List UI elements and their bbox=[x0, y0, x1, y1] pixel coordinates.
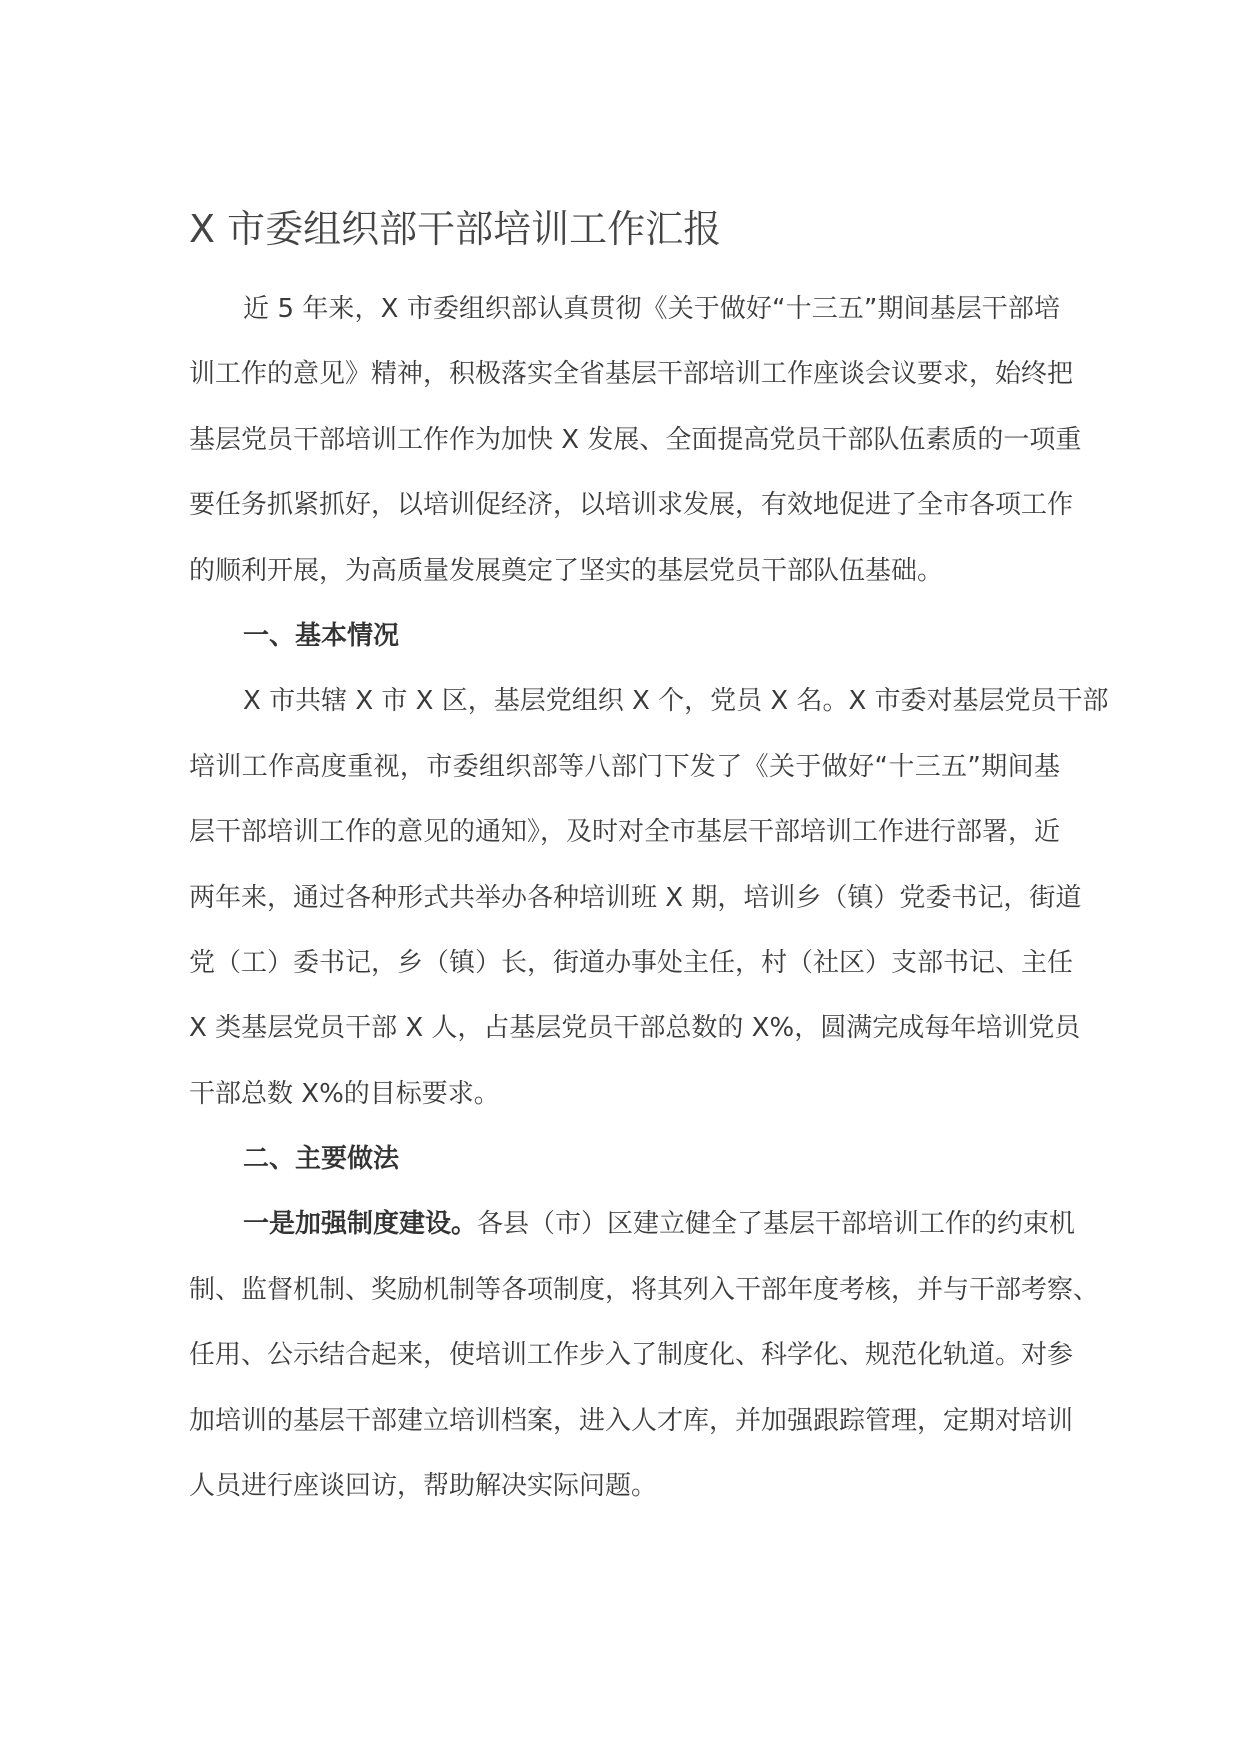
text-line: 培训工作高度重视，市委组织部等八部门下发了《关于做好“十三五”期间基 bbox=[189, 751, 1060, 782]
text-line: 制、监督机制、奖励机制等各项制度，将其列入干部年度考核，并与干部考察、 bbox=[189, 1274, 1100, 1305]
text-line: 两年来，通过各种形式共举办各种培训班 X 期，培训乡（镇）党委书记，街道 bbox=[189, 882, 1082, 913]
document-body bbox=[189, 277, 1109, 1519]
paragraph-system-building bbox=[189, 1192, 1100, 1519]
text-line: 党（工）委书记，乡（镇）长，街道办事处主任，村（社区）支部书记、主任 bbox=[189, 947, 1074, 978]
text-line: 层干部培训工作的意见的通知》，及时对全市基层干部培训工作进行部署，近 bbox=[189, 817, 1061, 848]
section-heading-basic-situation: 一、基本情况 bbox=[243, 620, 400, 651]
bold-lead: 一是加强制度建设。 bbox=[243, 1209, 478, 1240]
section-heading-main-practices: 二、主要做法 bbox=[243, 1144, 400, 1175]
text-line: 人员进行座谈回访，帮助解决实际问题。 bbox=[189, 1471, 658, 1502]
text-line: 的顺利开展，为高质量发展奠定了坚实的基层党员干部队伍基础。 bbox=[189, 555, 944, 586]
text-line: X 市共辖 X 市 X 区，基层党组织 X 个，党员 X 名。X 市委对基层党员干部 bbox=[243, 686, 1109, 717]
text-line bbox=[189, 1192, 1076, 1257]
paragraph-intro bbox=[189, 277, 1082, 604]
text-line: 要任务抓紧抓好，以培训促经济，以培训求发展，有效地促进了全市各项工作 bbox=[189, 490, 1074, 521]
text-line: 近 5 年来，X 市委组织部认真贯彻《关于做好“十三五”期间基层干部培 bbox=[243, 294, 1060, 324]
text-line: 干部总数 X%的目标要求。 bbox=[189, 1078, 500, 1109]
document-title: X 市委组织部干部培训工作汇报 bbox=[189, 207, 722, 251]
text-line: X 类基层党员干部 X 人，占基层党员干部总数的 X%，圆满完成每年培训党员 bbox=[189, 1013, 1081, 1044]
text-line: 训工作的意见》精神，积极落实全省基层干部培训工作座谈会议要求，始终把 bbox=[189, 359, 1074, 390]
paragraph-basic-situation bbox=[189, 669, 1109, 1127]
text-line: 加培训的基层干部建立培训档案，进入人才库，并加强跟踪管理，定期对培训 bbox=[189, 1405, 1074, 1436]
text-run: 各县（市）区建立健全了基层干部培训工作的约束机 bbox=[477, 1209, 1076, 1240]
text-line: 基层党员干部培训工作作为加快 X 发展、全面提高党员干部队伍素质的一项重 bbox=[189, 424, 1082, 455]
text-line: 任用、公示结合起来，使培训工作步入了制度化、科学化、规范化轨道。对参 bbox=[189, 1340, 1074, 1371]
